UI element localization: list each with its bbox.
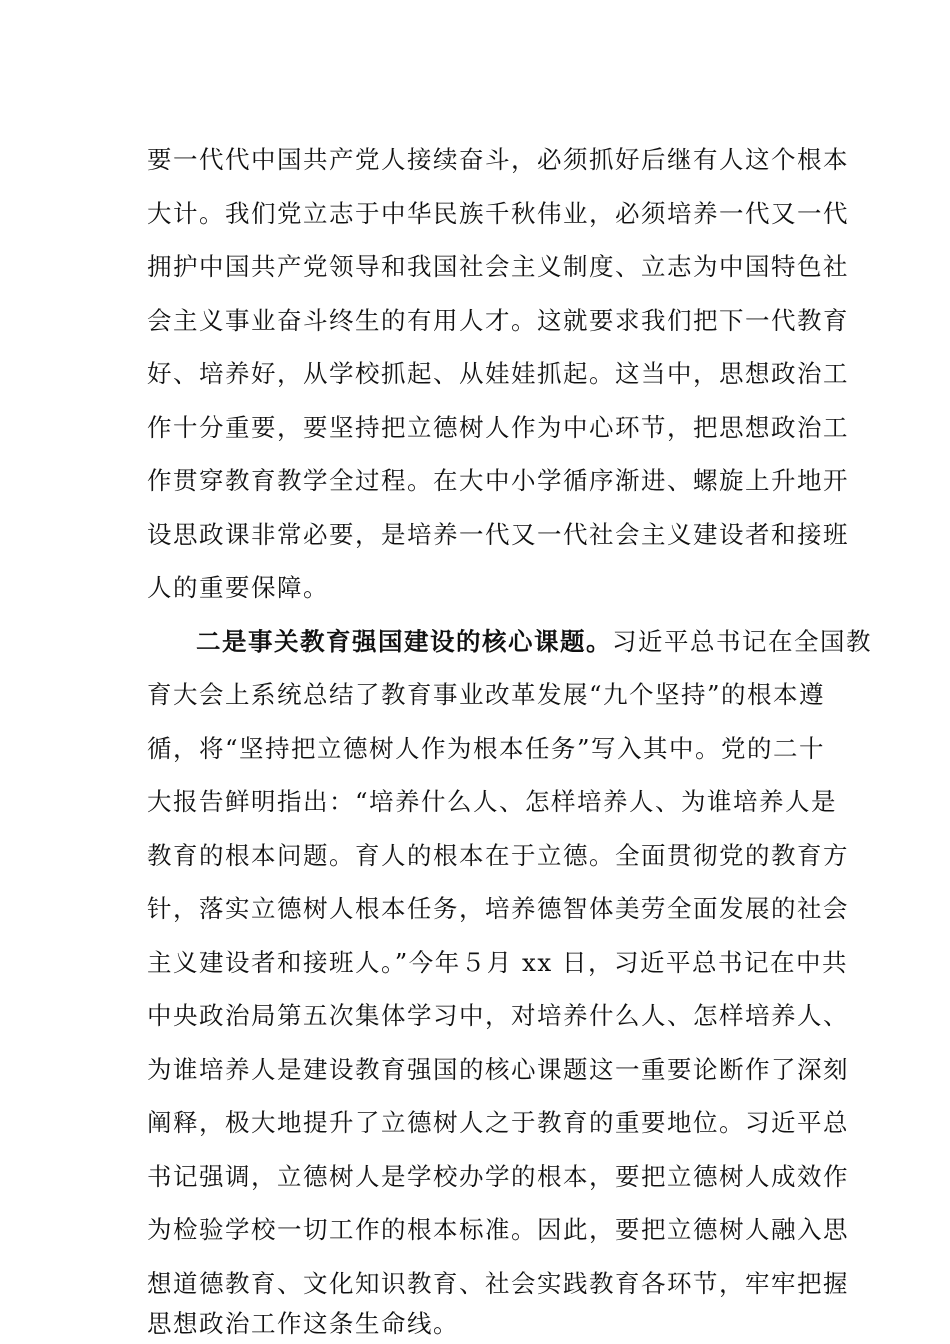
paragraph-2-line: 中央政治局第五次集体学习中，对培养什么人、怎样培养人、 <box>147 1001 849 1030</box>
paragraph-2-line: 为谁培养人是建设教育强国的核心课题这一重要论断作了深刻 <box>147 1055 849 1084</box>
paragraph-2-line: 育大会上系统总结了教育事业改革发展“九个坚持”的根本遵 <box>147 680 826 709</box>
paragraph-1-line: 人的重要保障。 <box>147 573 329 602</box>
paragraph-2-line: 阐释，极大地提升了立德树人之于教育的重要地位。习近平总 <box>147 1108 849 1137</box>
paragraph-2-line: 为检验学校一切工作的根本标准。因此，要把立德树人融入思 <box>147 1215 849 1244</box>
paragraph-2-line: 书记强调，立德树人是学校办学的根本，要把立德树人成效作 <box>147 1162 849 1191</box>
paragraph-1-line: 作十分重要，要坚持把立德树人作为中心环节，把思想政治工 <box>147 413 849 442</box>
paragraph-2-first-line <box>196 624 872 660</box>
paragraph-1-line: 好、培养好，从学校抓起、从娃娃抓起。这当中，思想政治工 <box>147 359 849 388</box>
paragraph-2-line: 想道德教育、文化知识教育、社会实践教育各环节，牢牢把握 <box>147 1269 849 1298</box>
paragraph-1-line: 拥护中国共产党领导和我国社会主义制度、立志为中国特色社 <box>147 252 849 281</box>
paragraph-2-line: 大报告鲜明指出：“培养什么人、怎样培养人、为谁培养人是 <box>147 787 838 816</box>
paragraph-1-line: 会主义事业奋斗终生的有用人才。这就要求我们把下一代教育 <box>147 306 849 335</box>
paragraph-2-line: 针，落实立德树人根本任务，培养德智体美劳全面发展的社会 <box>147 894 849 923</box>
paragraph-2-first-line-rest: 习近平总书记在全国教 <box>612 627 872 656</box>
paragraph-2-line: 循，将“坚持把立德树人作为根本任务”写入其中。党的二十 <box>147 734 826 763</box>
paragraph-1-line: 要一代代中国共产党人接续奋斗，必须抓好后继有人这个根本 <box>147 145 849 174</box>
paragraph-2-line: 思想政治工作这条生命线。 <box>147 1309 459 1338</box>
paragraph-1-line: 作贯穿教育教学全过程。在大中小学循序渐进、螺旋上升地开 <box>147 466 849 495</box>
paragraph-2-line: 教育的根本问题。育人的根本在于立德。全面贯彻党的教育方 <box>147 841 849 870</box>
paragraph-1-line: 大计。我们党立志于中华民族千秋伟业，必须培养一代又一代 <box>147 199 849 228</box>
paragraph-2-lead: 二是事关教育强国建设的核心课题。 <box>196 627 612 656</box>
paragraph-2-line: 主义建设者和接班人。”今年５月 xx 日，习近平总书记在中共 <box>147 948 848 977</box>
paragraph-1-line: 设思政课非常必要，是培养一代又一代社会主义建设者和接班 <box>147 520 849 549</box>
